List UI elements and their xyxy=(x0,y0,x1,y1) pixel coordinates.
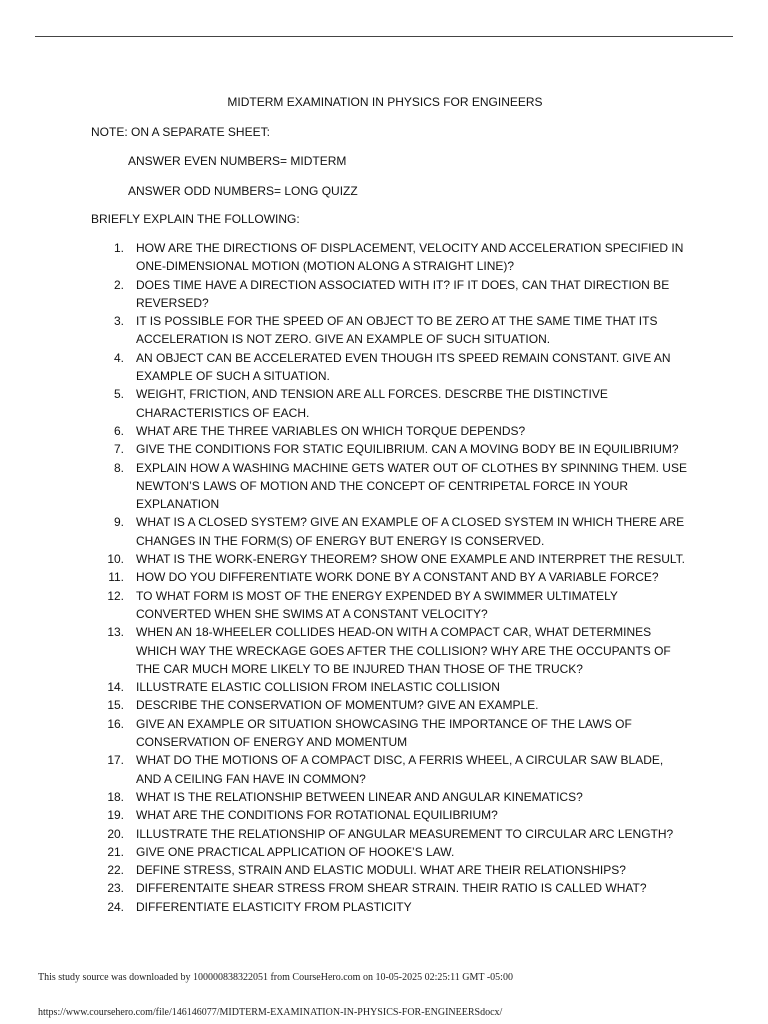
question-text: DEFINE STRESS, STRAIN AND ELASTIC MODULI. WHAT ARE THEIR RELATIONSHIPS? xyxy=(136,863,626,878)
question-text: AN OBJECT CAN BE ACCELERATED EVEN THOUGH ITS SPEED REMAIN CONSTANT. GIVE AN EXAMPLE OF SUCH A SITUATION. xyxy=(136,350,671,384)
question-text: TO WHAT FORM IS MOST OF THE ENERGY EXPENDED BY A SWIMMER ULTIMATELY CONVERTED WHEN SHE SWIMS AT A CONSTANT VELOCITY? xyxy=(136,588,618,621)
question-text: DIFFERENTAITE SHEAR STRESS FROM SHEAR STRAIN. THEIR RATIO IS CALLED WHAT? xyxy=(136,881,647,896)
question-item xyxy=(91,587,691,624)
question-item xyxy=(91,678,691,696)
question-number: 5. xyxy=(113,387,124,402)
question-item xyxy=(91,843,691,861)
question-item xyxy=(91,239,691,276)
question-item xyxy=(91,715,691,752)
question-number: 16. xyxy=(107,716,124,731)
question-text: ILLUSTRATE ELASTIC COLLISION FROM INELASTIC COLLISION xyxy=(136,680,500,695)
document-title: MIDTERM EXAMINATION IN PHYSICS FOR ENGINEERS xyxy=(227,95,543,109)
question-item xyxy=(91,696,691,714)
question-number: 18. xyxy=(107,789,124,804)
question-item xyxy=(91,623,691,678)
instruction-line: BRIEFLY EXPLAIN THE FOLLOWING: xyxy=(91,212,300,226)
download-notice: This study source was downloaded by 100000838322051 from CourseHero.com on 10-05-2025 02:25:11 GMT -05:00 xyxy=(38,972,513,983)
question-text: HOW ARE THE DIRECTIONS OF DISPLACEMENT, VELOCITY AND ACCELERATION SPECIFIED IN ONE-DIMENSIONAL MOTION (MOTION ALONG A STRAIGHT LINE)? xyxy=(136,241,684,274)
source-url-link[interactable]: https://www.coursehero.com/file/146146077/MIDTERM-EXAMINATION-IN-PHYSICS-FOR-ENGINEERSdocx/ xyxy=(38,1007,503,1018)
question-text: ILLUSTRATE THE RELATIONSHIP OF ANGULAR MEASUREMENT TO CIRCULAR ARC LENGTH? xyxy=(136,826,674,841)
question-text: WHAT ARE THE THREE VARIABLES ON WHICH TORQUE DEPENDS? xyxy=(136,423,526,438)
question-text: EXPLAIN HOW A WASHING MACHINE GETS WATER OUT OF CLOTHES BY SPINNING THEM. USE NEWTON’S LAWS OF MOTION AND THE CONCEPT OF CENTRIPETAL FORCE IN YOUR EXPLANATION xyxy=(136,460,687,512)
question-item xyxy=(91,385,691,422)
top-divider xyxy=(35,36,733,37)
question-number: 4. xyxy=(113,350,124,365)
question-text: DESCRIBE THE CONSERVATION OF MOMENTUM? GIVE AN EXAMPLE. xyxy=(136,698,539,713)
question-number: 6. xyxy=(113,423,124,438)
question-list xyxy=(91,239,691,916)
question-item xyxy=(91,513,691,550)
question-number: 21. xyxy=(107,844,124,859)
question-number: 10. xyxy=(107,552,124,567)
question-number: 13. xyxy=(107,625,124,640)
question-item xyxy=(91,861,691,879)
question-number: 1. xyxy=(113,241,124,255)
question-number: 8. xyxy=(113,460,124,475)
question-item xyxy=(91,349,691,386)
question-item xyxy=(91,825,691,843)
question-text: IT IS POSSIBLE FOR THE SPEED OF AN OBJECT TO BE ZERO AT THE SAME TIME THAT ITS ACCELERATION IS NOT ZERO. GIVE AN EXAMPLE OF SUCH SITUATION. xyxy=(136,314,658,347)
question-item xyxy=(91,459,691,514)
question-item xyxy=(91,879,691,897)
question-text: WHEN AN 18-WHEELER COLLIDES HEAD-ON WITH A COMPACT CAR, WHAT DETERMINES WHICH WAY THE WRECKAGE GOES AFTER THE COLLISION? WHY ARE THE OCCUPANTS OF THE CAR MUCH MORE LIKELY TO BE INJURED THAN THOSE OF THE TRUCK? xyxy=(136,625,671,676)
question-number: 17. xyxy=(107,753,124,768)
question-number: 20. xyxy=(107,826,124,841)
question-item xyxy=(91,751,691,788)
question-number: 15. xyxy=(107,698,124,713)
question-text: WEIGHT, FRICTION, AND TENSION ARE ALL FORCES. DESCRBE THE DISTINCTIVE CHARACTERISTICS OF EACH. xyxy=(136,387,608,420)
question-text: DOES TIME HAVE A DIRECTION ASSOCIATED WITH IT? IF IT DOES, CAN THAT DIRECTION BE REVERSED? xyxy=(136,277,670,310)
question-item xyxy=(91,276,691,313)
answer-odd-line: ANSWER ODD NUMBERS= LONG QUIZZ xyxy=(128,184,358,198)
question-text: WHAT DO THE MOTIONS OF A COMPACT DISC, A FERRIS WHEEL, A CIRCULAR SAW BLADE, AND A CEILING FAN HAVE IN COMMON? xyxy=(136,753,664,786)
question-text: GIVE THE CONDITIONS FOR STATIC EQUILIBRIUM. CAN A MOVING BODY BE IN EQUILIBRIUM? xyxy=(136,442,679,457)
question-text: WHAT IS THE RELATIONSHIP BETWEEN LINEAR AND ANGULAR KINEMATICS? xyxy=(136,789,583,804)
question-text: GIVE AN EXAMPLE OR SITUATION SHOWCASING THE IMPORTANCE OF THE LAWS OF CONSERVATION OF ENERGY AND MOMENTUM xyxy=(136,716,632,750)
question-text: WHAT IS A CLOSED SYSTEM? GIVE AN EXAMPLE OF A CLOSED SYSTEM IN WHICH THERE ARE CHANGES IN THE FORM(S) OF ENERGY BUT ENERGY IS CONSERVED. xyxy=(136,515,685,548)
question-number: 3. xyxy=(113,314,124,329)
answer-even-line: ANSWER EVEN NUMBERS= MIDTERM xyxy=(128,154,347,168)
question-item xyxy=(91,312,691,349)
question-number: 12. xyxy=(107,588,124,603)
question-item xyxy=(91,788,691,806)
question-text: WHAT ARE THE CONDITIONS FOR ROTATIONAL EQUILIBRIUM? xyxy=(136,808,498,823)
question-number: 9. xyxy=(113,515,124,530)
question-text: WHAT IS THE WORK-ENERGY THEOREM? SHOW ONE EXAMPLE AND INTERPRET THE RESULT. xyxy=(136,552,685,567)
question-item xyxy=(91,568,691,586)
note-line: NOTE: ON A SEPARATE SHEET: xyxy=(91,125,270,139)
question-number: 22. xyxy=(107,863,124,878)
question-number: 7. xyxy=(113,442,124,457)
question-item xyxy=(91,422,691,440)
question-item xyxy=(91,806,691,824)
question-item xyxy=(91,898,691,916)
question-number: 14. xyxy=(107,680,124,695)
question-item xyxy=(91,440,691,458)
question-text: GIVE ONE PRACTICAL APPLICATION OF HOOKE’S LAW. xyxy=(136,844,455,859)
question-number: 2. xyxy=(113,277,124,292)
question-number: 24. xyxy=(107,899,124,914)
question-number: 11. xyxy=(108,570,124,585)
question-text: DIFFERENTIATE ELASTICITY FROM PLASTICITY xyxy=(136,899,412,914)
question-text: HOW DO YOU DIFFERENTIATE WORK DONE BY A CONSTANT AND BY A VARIABLE FORCE? xyxy=(136,570,659,585)
question-number: 23. xyxy=(107,881,124,896)
question-item xyxy=(91,550,691,568)
question-number: 19. xyxy=(107,808,124,823)
